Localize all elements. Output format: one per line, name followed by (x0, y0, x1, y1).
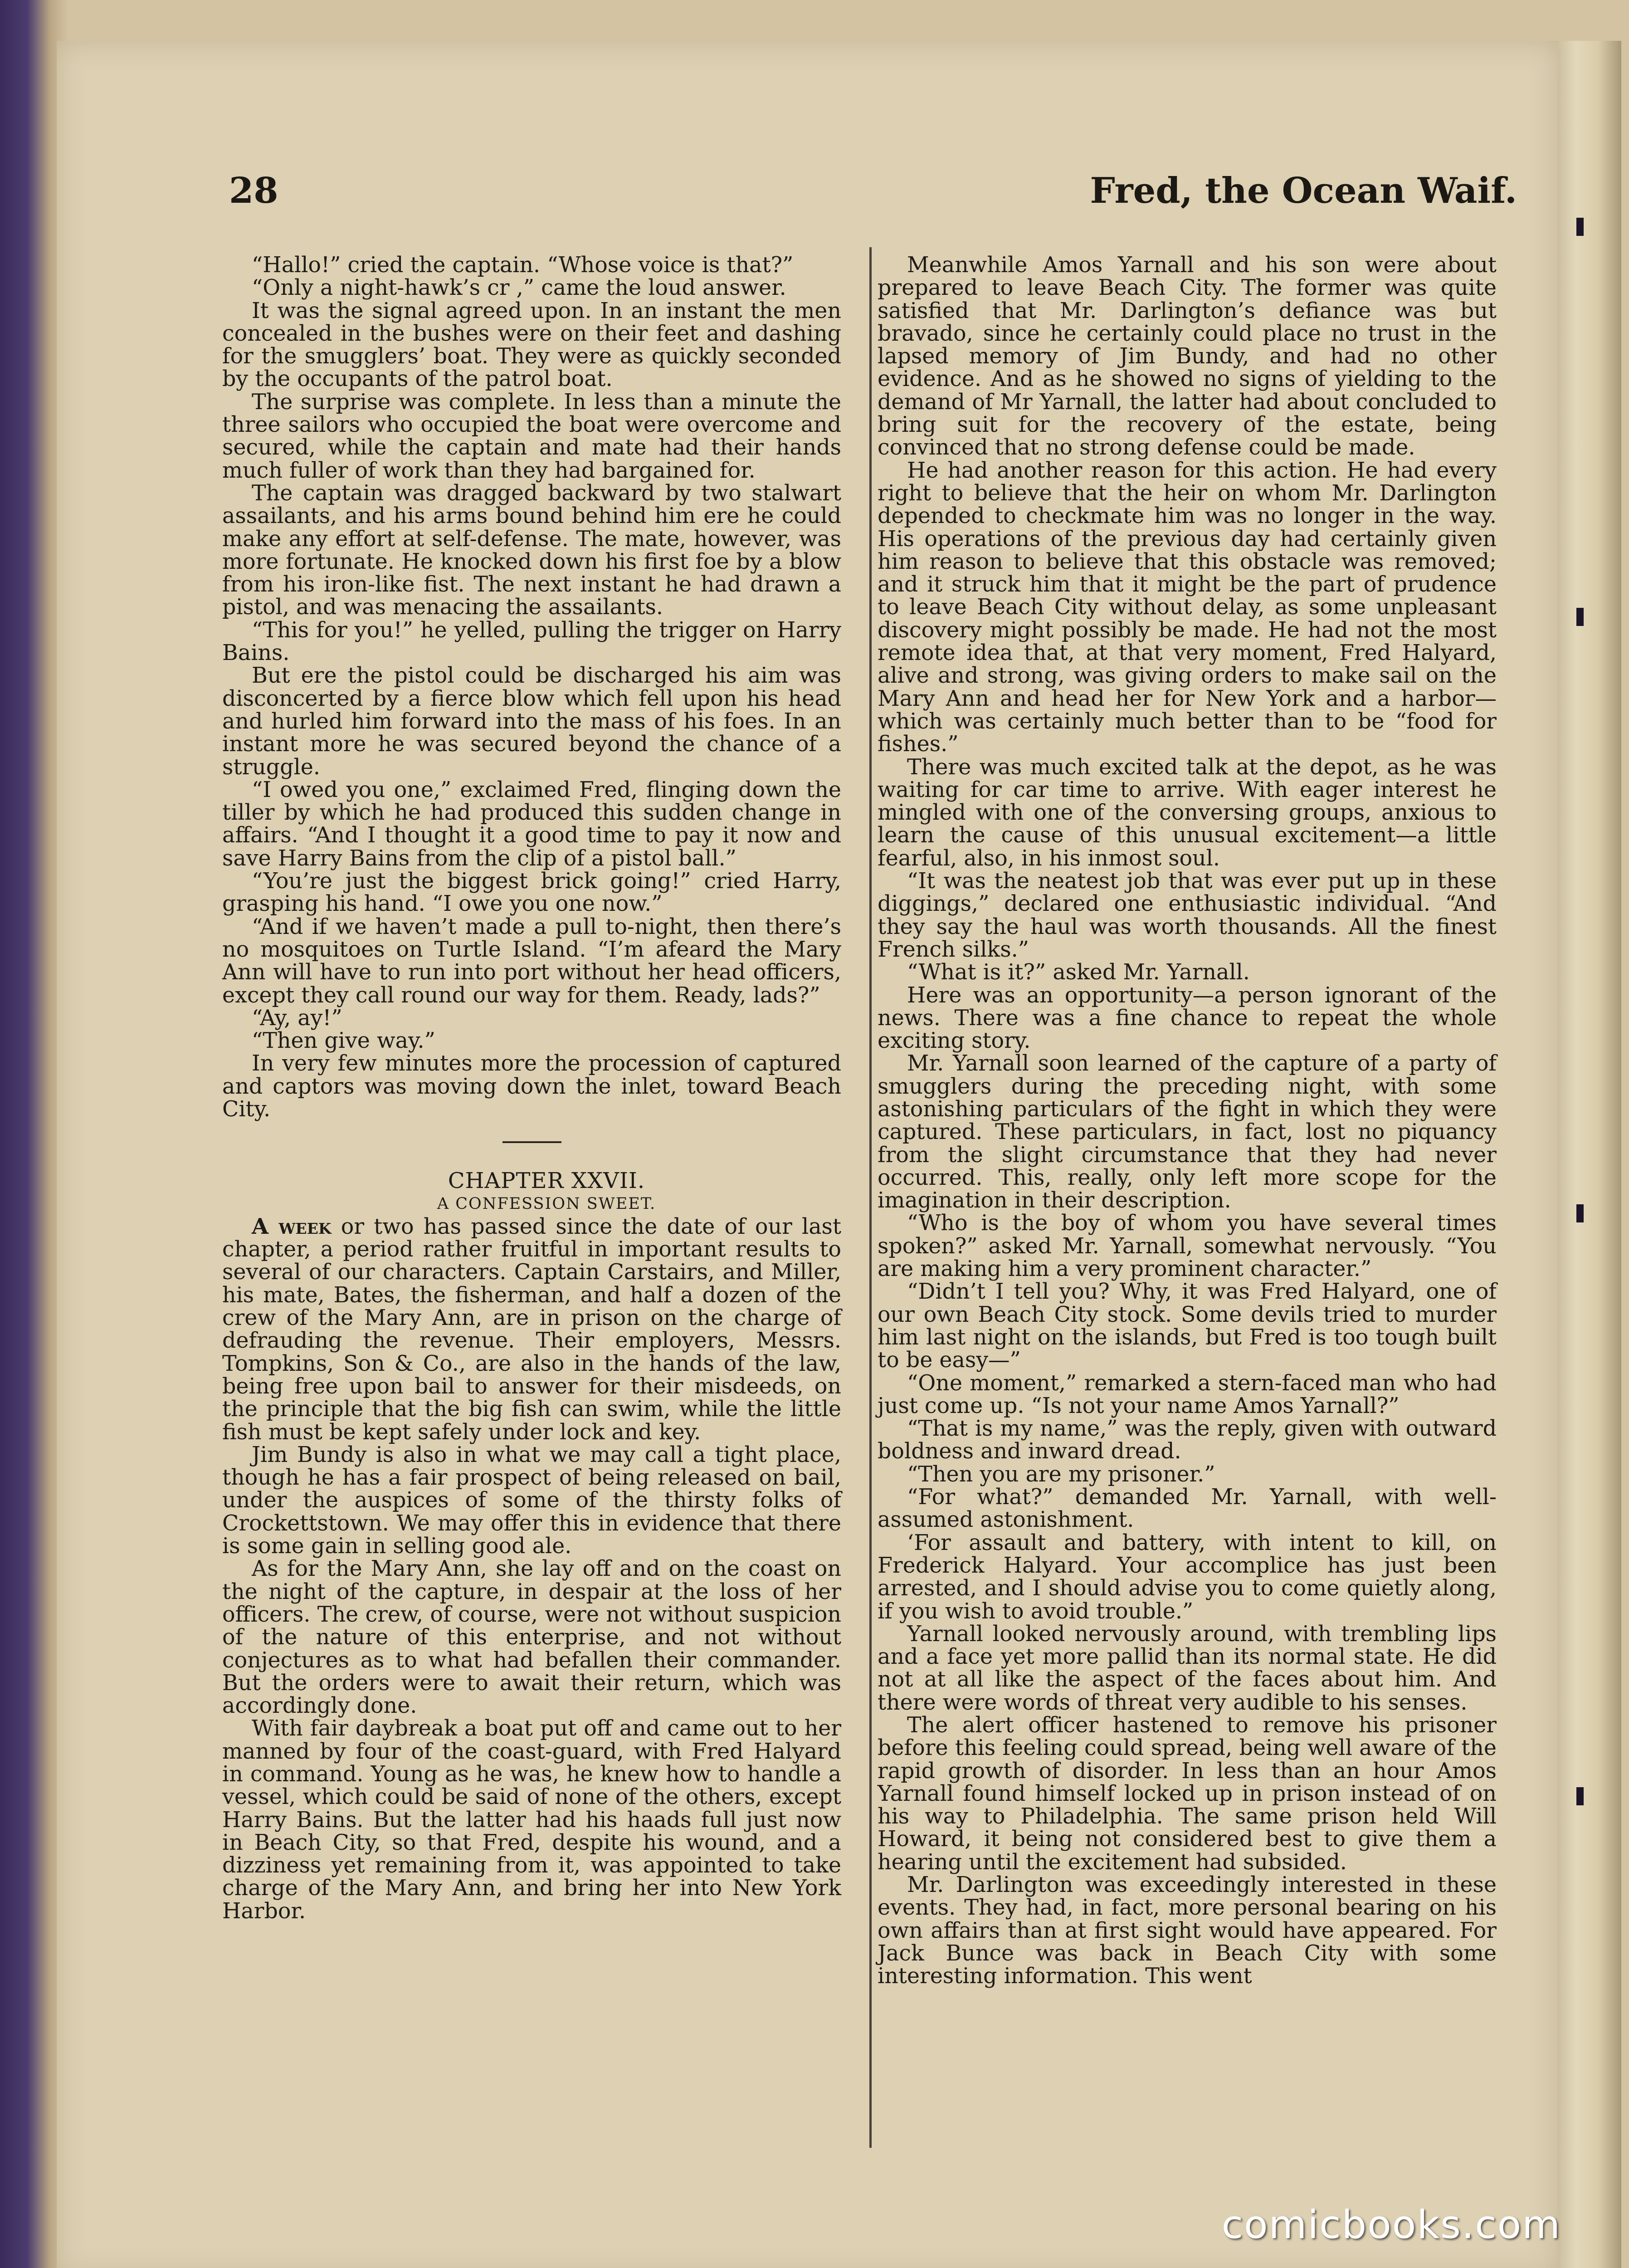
paragraph: With fair daybreak a boat put off and came out to her manned by four of the coast-guard, with Fred Halyard in command. Young as he was, he knew how to handle a vessel, which could be said of none of the others, except Harry Bains. But the latter had his haads full just now in Beach City, so that Fred, despite his wound, and a dizziness yet remaining from it, was appointed to take charge of the Mary Ann, and bring her into New York Harbor. (222, 1716, 841, 1924)
chapter-first-para-text: or two has passed since the date of our last chapter, a period rather fruitful in important results to several of our characters. Captain Carstairs, and Miller, his mate, Bates, the fisherman, and half a dozen of the crew of the Mary Ann, are in prison on the charge of defrauding the revenue. Their employers, Messrs. Tompkins, Son & Co., are also in the hands of the law, being free upon bail to answer for their misdeeds, on the principle that the big fish can swim, while the little fish must be kept safely under lock and key. (222, 1214, 841, 1445)
paragraph: Meanwhile Amos Yarnall and his son were about prepared to leave Beach City. The former was quite satisfied that Mr. Darlington’s defiance was but bravado, since he certainly could place no trust in the lapsed memory of Jim Bundy, and had no other evidence. And as he showed no signs of yielding to the demand of Mr Yarnall, the latter had about concluded to bring suit for the recovery of the estate, being convinced that no strong defense could be made. (878, 253, 1497, 460)
page-spine-edge (1558, 41, 1621, 2268)
paragraph: “Hallo!” cried the captain. “Whose voice is that?” (252, 253, 794, 278)
paragraph: But ere the pistol could be discharged his aim was disconcerted by a fierce blow which fell upon his head and hurled him forward into the mass of his foes. In an instant more he was secured beyond the chance of a struggle. (222, 663, 841, 780)
paragraph: He had another reason for this action. He had every right to believe that the heir on whom Mr. Darlington depended to checkmate him was no longer in the way. His operations of the previous day had certainly given him reason to believe that this obstacle was removed; and it struck him that it might be the part of prudence to leave Beach City without delay, as some unpleasant discovery might possibly be made. He had not the most remote idea that, at that very moment, Fred Halyard, alive and strong, was giving orders to make sail on the Mary Ann and head her for New York and a harbor—which was certainly much better than to be “food for fishes.” (878, 458, 1497, 757)
paragraph: ‘For assault and battery, with intent to kill, on Frederick Halyard. Your accomplice has just been arrested, and I should advise you to come quietly along, if you wish to avoid trouble.” (878, 1530, 1497, 1624)
paragraph: “This for you!” he yelled, pulling the trigger on Harry Bains. (222, 617, 841, 666)
paragraph: “It was the neatest job that was ever put up in these diggings,” declared one enthusiastic individual. “And they say the haul was worth thousands. All the finest French silks.” (878, 869, 1497, 962)
paragraph: “Then give way.” (252, 1028, 435, 1054)
chapter-subtitle: A CONFESSION SWEET. (437, 1194, 656, 1213)
paragraph: It was the signal agreed upon. In an instant the men concealed in the bushes were on their feet and dashing for the smugglers’ boat. They were as quickly seconded by the occupants of the patrol boat. (222, 298, 841, 392)
paragraph: “One moment,” remarked a stern-faced man who had just come up. “Is not your name Amos Yarnall?” (878, 1370, 1497, 1418)
binding-hole (1576, 1787, 1584, 1805)
right-column (878, 254, 1497, 1988)
binding-hole (1576, 218, 1584, 236)
chapter-opening-paragraph (222, 1215, 841, 1444)
paragraph: “And if we haven’t made a pull to-night, then there’s no mosquitoes on Turtle Island. “I’m afeard the Mary Ann will have to run into port without her head officers, except they call round our way for them. Ready, lads?” (222, 914, 841, 1008)
page-number: 28 (229, 170, 278, 211)
paragraph: Yarnall looked nervously around, with trembling lips and a face yet more pallid than its normal state. He did not at all like the aspect of the faces about him. And there were words of threat very audible to his senses. (878, 1621, 1497, 1715)
paragraph: The captain was dragged backward by two stalwart assailants, and his arms bound behind him ere he could make any effort at self-defense. The mate, however, was more fortunate. He knocked down his first foe by a blow from his iron-like fist. The next instant he had drawn a pistol, and was menacing the assailants. (222, 480, 841, 620)
paragraph: Mr. Darlington was exceedingly interested in these events. They had, in fact, more personal bearing on his own affairs than at first sight would have appeared. For Jack Bunce was back in Beach City with some interesting information. This went (878, 1872, 1497, 1989)
left-column (222, 254, 841, 1923)
paragraph: “That is my name,” was the reply, given with outward boldness and inward dread. (878, 1416, 1497, 1464)
paragraph: As for the Mary Ann, she lay off and on the coast on the night of the capture, in despair at the loss of her officers. The crew, of course, were not without suspicion of the nature of this enterprise, and not without conjectures as to what had befallen their commander. But the orders were to await their return, which was accordingly done. (222, 1556, 841, 1719)
paragraph: “For what?” demanded Mr. Yarnall, with well-assumed astonishment. (878, 1485, 1497, 1533)
paragraph: “Who is the boy of whom you have several times spoken?” asked Mr. Yarnall, somewhat nervously. “You are making him a very prominent character.” (878, 1211, 1497, 1282)
binding-hole (1576, 1204, 1584, 1222)
paragraph: “I owed you one,” exclaimed Fred, flinging down the tiller by which he had produced this sudden change in affairs. “And I thought it a good time to pay it now and save Harry Bains from the clip of a pistol ball.” (222, 777, 841, 871)
paragraph: “What is it?” asked Mr. Yarnall. (907, 960, 1250, 985)
paragraph: The alert officer hastened to remove his prisoner before this feeling could spread, being well aware of the rapid growth of disorder. In less than an hour Amos Yarnall found himself locked up in prison instead of on his way to Philadelphia. The same prison held Will Howard, it being not considered best to give them a hearing until the excitement had subsided. (878, 1713, 1497, 1875)
column-divider (869, 247, 872, 2148)
paragraphs-before-chapter (222, 254, 841, 1121)
paragraph: Here was an opportunity—a person ignorant of the news. There was a fine chance to repeat the whole exciting story. (878, 982, 1497, 1054)
paragraph: “Then you are my prisoner.” (907, 1461, 1215, 1487)
site-watermark: comicbooks.com (1221, 2202, 1561, 2248)
binding-hole (1576, 608, 1584, 626)
paragraph: “Only a night-hawk’s cr ,” came the loud answer. (252, 275, 786, 301)
paragraph: The surprise was complete. In less than a minute the three sailors who occupied the boat were overcome and secured, while the captain and mate had their hands much fuller of work than they had bargained for. (222, 389, 841, 483)
paragraph: “Didn’t I tell you? Why, it was Fred Halyard, one of our own Beach City stock. Some devils tried to murder him last night on the islands, but Fred is too tough built to be easy—” (878, 1279, 1497, 1373)
paragraph: “You’re just the biggest brick going!” cried Harry, grasping his hand. “I owe you one now.” (222, 869, 841, 917)
chapter-heading: CHAPTER XXVII. (448, 1168, 645, 1194)
paragraph: In very few minutes more the procession of captured and captors was moving down the inlet, toward Beach City. (222, 1051, 841, 1122)
paragraph: Mr. Yarnall soon learned of the capture of a party of smugglers during the preceding night, with some astonishing particulars of the fight in which they were captured. These particulars, in fact, lost no piquancy from the slight circumstance that they had never occurred. This, really, only left more scope for the imagination in their description. (878, 1051, 1497, 1213)
chapter-first-word: A week (252, 1213, 332, 1239)
paragraph: There was much excited talk at the depot, as he was waiting for car time to arrive. With eager interest he mingled with one of the conversing groups, anxious to learn the cause of this unusual excitement—a little fearful, also, in his inmost soul. (878, 754, 1497, 871)
paragraph: “Ay, ay!” (252, 1005, 342, 1031)
paragraph: Jim Bundy is also in what we may call a tight place, though he has a fair prospect of being released on bail, under the auspices of some of the thirsty folks of Crockettstown. We may offer this in evidence that there is some gain in selling good ale. (222, 1442, 841, 1559)
book-title: Fred, the Ocean Waif. (1090, 170, 1517, 211)
section-divider (502, 1141, 561, 1143)
running-head (229, 170, 1517, 220)
